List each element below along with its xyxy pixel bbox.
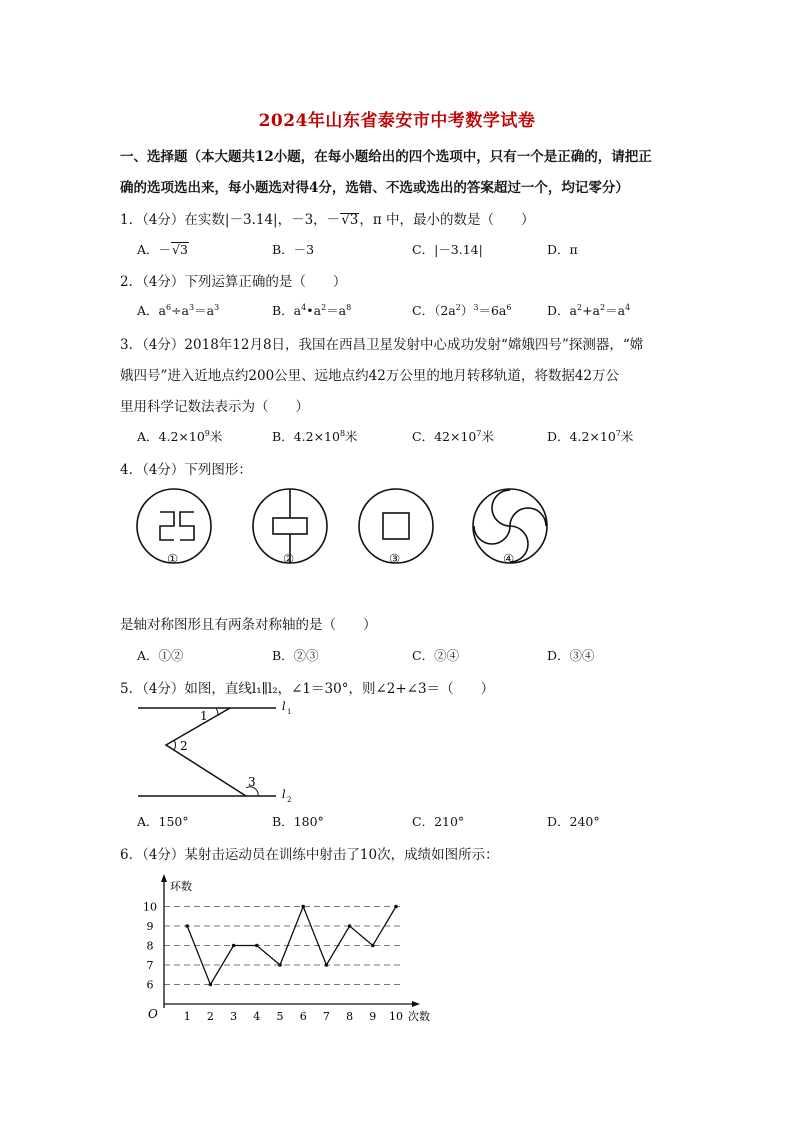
question-2-stem: 2．（4分）下列运算正确的是（ ） — [120, 274, 347, 290]
q2-d-p3: ＝a — [605, 303, 626, 318]
x-axis-label: 次数 — [408, 1010, 430, 1023]
data-point-5 — [278, 963, 282, 967]
q2-d-s2: 2 — [600, 302, 606, 312]
x-tick-label-7: 7 — [322, 1010, 330, 1023]
question-3-line1: 3．（4分）2018年12月8日，我国在西昌卫星发射中心成功发射“嫦娥四号”探测器，“嫦 — [120, 337, 644, 353]
q5-option-a: A．150° — [137, 814, 189, 829]
x-tick-label-8: 8 — [346, 1010, 354, 1023]
q3-d-s1: 7 — [615, 428, 621, 438]
q2-b-s1: 4 — [301, 302, 307, 312]
q5-figure — [134, 698, 304, 806]
section-header-line2: 确的选项选出来，每小题选对得4分，选错、不选或选出的答案超过一个，均记零分） — [120, 180, 629, 196]
q5-angle-2: 2 — [180, 739, 188, 753]
q3-a-p2: 米 — [209, 429, 223, 444]
origin-label: O — [148, 1007, 158, 1021]
x-tick-label-1: 1 — [183, 1010, 191, 1023]
q2-b-p1: B．a — [272, 303, 302, 318]
q3-c-s1: 7 — [476, 428, 482, 438]
question-1-stem — [120, 208, 535, 228]
data-point-10 — [394, 905, 398, 909]
q1-stem-pre: 1．（4分）在实数|－3.14|，－3，－ — [120, 212, 341, 228]
q2-c-p3: ＝6a — [478, 303, 507, 318]
q4-label-2: ② — [283, 551, 295, 566]
q3-b-p1: B．4.2×10 — [272, 429, 340, 444]
q5-line-l2-sub: 2 — [287, 796, 292, 804]
q5-angle-3: 3 — [248, 775, 256, 789]
q2-a-p3: ＝a — [194, 303, 215, 318]
q3-c-p2: 米 — [481, 429, 494, 444]
y-tick-label-9: 9 — [146, 920, 154, 933]
x-axis-arrow — [412, 1001, 420, 1007]
x-tick-label-5: 5 — [276, 1010, 284, 1023]
question-3-line3: 里用科学记数法表示为（ ） — [120, 399, 309, 415]
q5-option-d: D．240° — [547, 814, 600, 829]
y-axis-arrow — [161, 874, 167, 882]
q2-a-s1: 6 — [165, 302, 172, 312]
q2-d-p1: D．a — [547, 303, 577, 318]
q2-a-p2: ÷a — [171, 303, 190, 318]
q2-c-p2: ） — [460, 303, 474, 318]
page-title: 2024年山东省泰安市中考数学试卷 — [258, 111, 536, 131]
data-point-8 — [348, 924, 352, 928]
q5-line-l1-sub: 1 — [287, 708, 292, 716]
q1-option-a-sqrt: √3 — [172, 242, 188, 257]
q1-option-d: D．π — [547, 242, 578, 257]
q2-option-d — [547, 301, 630, 319]
q2-b-s2: 2 — [321, 302, 327, 312]
x-tick-label-2: 2 — [206, 1010, 214, 1023]
x-tick-label-4: 4 — [253, 1010, 261, 1023]
q3-option-a — [137, 427, 222, 445]
x-tick-label-6: 6 — [299, 1010, 307, 1023]
q3-a-p1: A．4.2×10 — [137, 429, 205, 444]
q5-line-l2: l — [282, 788, 286, 801]
q5-line-l1: l — [282, 700, 286, 713]
q2-a-s2: 3 — [189, 302, 195, 312]
q2-a-p1: A．a — [137, 303, 166, 318]
data-point-6 — [301, 905, 305, 909]
x-tick-label-3: 3 — [230, 1010, 238, 1023]
x-tick-label-10: 10 — [389, 1010, 403, 1023]
q2-b-s3: 8 — [346, 302, 352, 312]
q4-option-d: D．③④ — [547, 648, 595, 663]
y-axis-label: 环数 — [170, 880, 192, 893]
q1-option-c: C．|－3.14| — [412, 242, 483, 257]
q3-d-p1: D．4.2×10 — [547, 429, 616, 444]
q4-label-4: ④ — [503, 551, 515, 566]
q2-c-s2: 3 — [473, 302, 479, 312]
data-point-4 — [255, 944, 259, 948]
data-point-3 — [232, 944, 236, 948]
q2-option-a — [137, 301, 219, 319]
q2-option-b — [272, 301, 351, 319]
q2-d-p2: +a — [582, 303, 601, 318]
y-tick-label-7: 7 — [146, 959, 154, 972]
q4-option-c: C．②④ — [412, 648, 460, 663]
q4-option-b: B．②③ — [272, 648, 319, 663]
q5-angle-1: 1 — [200, 709, 208, 723]
q3-a-s1: 9 — [204, 428, 210, 438]
q1-option-a — [137, 240, 189, 258]
q3-d-p2: 米 — [620, 429, 634, 444]
q2-d-s3: 4 — [625, 302, 631, 312]
q1-option-b: B．－3 — [272, 242, 315, 257]
q2-c-s3: 6 — [506, 302, 512, 312]
q1-option-a-sqrt-value: 3 — [180, 242, 188, 257]
q3-option-c — [412, 427, 494, 445]
y-tick-label-8: 8 — [146, 939, 154, 953]
q1-sqrt: √3 — [341, 212, 359, 228]
y-tick-label-6: 6 — [146, 978, 154, 992]
question-3-line2: 娥四号”进入近地点约200公里、远地点约42万公里的地月转移轨道，将数据42万公 — [120, 368, 620, 384]
q2-b-p2: •a — [306, 303, 322, 318]
data-point-1 — [185, 924, 189, 928]
data-point-2 — [209, 983, 213, 987]
q3-c-p1: C．42×10 — [412, 429, 477, 444]
question-6-stem: 6．（4分）某射击运动员在训练中射击了10次，成绩如图所示： — [120, 847, 499, 863]
q2-d-s1: 2 — [576, 302, 583, 312]
x-tick-label-9: 9 — [369, 1010, 377, 1023]
question-5-stem: 5．（4分）如图，直线l₁∥l₂，∠1＝30°，则∠2+∠3＝（ ） — [120, 681, 495, 697]
q3-option-d — [547, 427, 633, 445]
q5-option-c: C．210° — [412, 814, 465, 829]
q5-option-b: B．180° — [272, 814, 324, 829]
q3-b-s1: 8 — [339, 428, 346, 438]
question-4-follow: 是轴对称图形且有两条对称轴的是（ ） — [120, 617, 377, 633]
q2-c-p1: C．（2a — [412, 303, 456, 318]
q4-label-3: ③ — [389, 551, 401, 566]
q3-option-b — [272, 427, 358, 445]
section-header-line1: 一、选择题（本大题共12小题，在每小题给出的四个选项中，只有一个是正确的，请把正 — [120, 149, 652, 165]
q2-option-c — [412, 301, 511, 319]
q6-chart — [130, 872, 450, 1032]
q2-b-p3: ＝a — [326, 303, 347, 318]
q1-sqrt-value: 3 — [349, 212, 359, 228]
q3-b-p2: 米 — [345, 429, 358, 444]
q2-a-s3: 3 — [214, 302, 220, 312]
q1-option-a-pre: A．－ — [137, 242, 172, 257]
data-point-9 — [371, 944, 375, 948]
q4-option-a: A．①② — [137, 648, 184, 663]
q4-label-1: ① — [167, 551, 179, 566]
q1-stem-post: ，π 中，最小的数是（ ） — [359, 212, 535, 228]
q2-c-s1: 2 — [455, 302, 461, 312]
data-point-7 — [325, 963, 329, 967]
y-tick-label-10: 10 — [143, 900, 157, 914]
question-4-stem: 4．（4分）下列图形： — [120, 462, 252, 478]
